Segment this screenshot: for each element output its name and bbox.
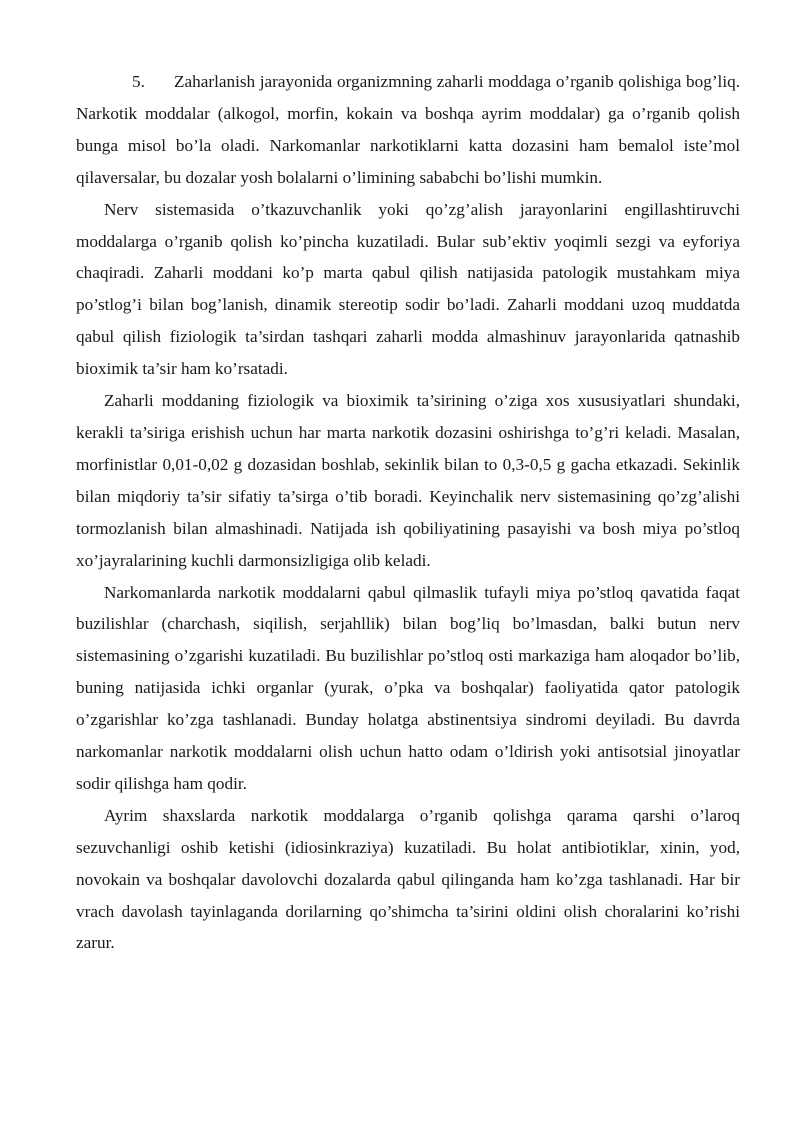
document-body bbox=[76, 66, 740, 959]
list-item-5 bbox=[76, 66, 740, 194]
paragraph: Narkomanlarda narkotik moddalarni qabul qilmaslik tufayli miya po’stloq qavatida faqat buzilishlar (charchash, siqilish, serjahllik) bilan bog’liq bo’lmasdan, balki butun nerv sistemasining o’zgarishi kuzatiladi. Bu buzilishlar po’stloq osti markaziga ham aloqador bo’lib, buning natijasida ichki organlar (yurak, o’pka va boshqalar) faoliyatida qator patologik o’zgarishlar ko’zga tashlanadi. Bunday holatga abstinentsiya sindromi deyiladi. Bu davrda narkomanlar narkotik moddalarni olish uchun hatto odam o’ldirish yoki antisotsial jinoyatlar sodir qilishga ham qodir. bbox=[76, 582, 740, 793]
paragraph: Ayrim shaxslarda narkotik moddalarga o’rganib qolishga qarama qarshi o’laroq sezuvchanligi oshib ketishi (idiosinkraziya) kuzatiladi. Bu holat antibiotiklar, xinin, yod, novokain va boshqalar davolovchi dozalarda qabul qilinganda ham ko’zga tashlanadi. Har bir vrach davolash tayinlaganda dorilarning qo’shimcha ta’sirini oldini olish choralarini ko’rishi zarur. bbox=[76, 805, 740, 953]
paragraph: Zaharli moddaning fiziologik va bioximik ta’sirining o’ziga xos xususiyatlari shundaki, kerakli ta’siriga erishish uchun har marta narkotik dozasini oshirishga to’g’ri keladi. Masalan, morfinistlar 0,01-0,02 g dozasidan boshlab, sekinlik bilan to 0,3-0,5 g gacha etkazadi. Sekinlik bilan miqdoriy ta’sir sifatiy ta’sirga o’tib boradi. Keyinchalik nerv sistemasining qo’zg’alishi tormozlanish bilan almashinadi. Natijada ish qobiliyatining pasayishi va bosh miya po’stloq xo’jayralarining kuchli darmonsizligiga olib keladi. bbox=[76, 391, 740, 570]
list-item-number: 5. bbox=[132, 72, 145, 91]
list-item-text: Zaharlanish jarayonida organizmning zaharli moddaga o’rganib qolishiga bog’liq. Narkotik moddalar (alkogol, morfin, kokain va boshqa ayrim moddalar) ga o’rganib qolish bunga misol bo’la oladi. Narkomanlar narkotiklarni katta dozasini ham bemalol iste’mol qilaversalar, bu dozalar yosh bolalarni o’limining sababchi bo’lishi mumkin. bbox=[76, 72, 740, 187]
paragraph: Nerv sistemasida o’tkazuvchanlik yoki qo’zg’alish jarayonlarini engillashtiruvchi moddalarga o’rganib qolish ko’pincha kuzatiladi. Bular sub’ektiv yoqimli sezgi va eyforiya chaqiradi. Zaharli moddani ko’p marta qabul qilish natijasida patologik mustahkam miya po’stlog’i bilan bog’lanish, dinamik stereotip sodir bo’ladi. Zaharli moddani uzoq muddatda qabul qilish fiziologik ta’sirdan tashqari zaharli modda almashinuv jarayonlarida qatnashib bioximik ta’sir ham ko’rsatadi. bbox=[76, 199, 740, 379]
